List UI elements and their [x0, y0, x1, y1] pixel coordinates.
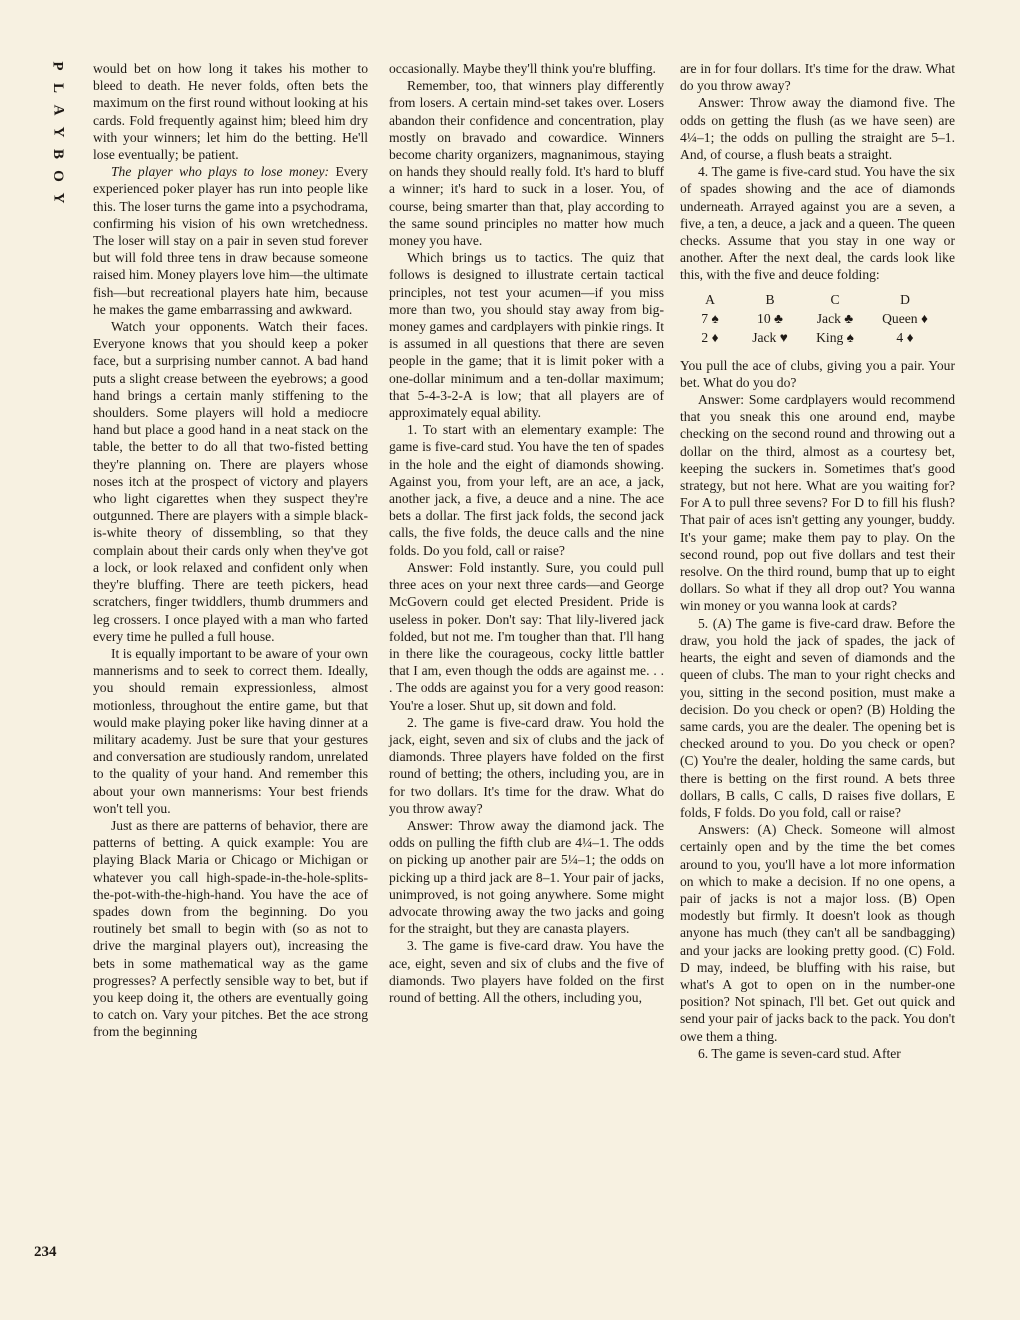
paragraph: Answer: Fold instantly. Sure, you could pull three aces on your next three cards—and George McGovern could get elected President. Pride is useless in poker. Don't say: That lily-livered jack folded, but not me. I'm tougher than that. I'll hang in there like the courageous, cocky little battler that I am, even though the odds are against me. . . . The odds are against you for a very good reason: You're a loser. Shut up, sit down and fold.: [389, 559, 664, 713]
paragraph: 6. The game is seven-card stud. After: [698, 1045, 901, 1061]
side-letter: P: [49, 61, 66, 71]
card-cell: Jack ♥: [752, 329, 788, 345]
side-letter: Y: [50, 192, 66, 204]
paragraph: Just as there are patterns of behavior, there are patterns of betting. A quick example: You are playing Black Maria or Chicago or Michigan or whatever you call high-spade-in-the-hole-splits-the-pot-with-the-high-hand. You have the ace of spades down from the beginning. Do you routinely bet small to begin with (so as not to drive the marginal players out), increasing the bets in some mathematical way as the game progresses? A perfectly sensible way to bet, but if you keep doing it, the others are eventually going to catch on. Vary your pitches. Bet the ace strong from the beginning: [93, 817, 368, 1040]
side-letter: Y: [50, 126, 66, 138]
paragraph: Answers: (A) Check. Someone will almost certainly open and by the time the bet comes around to you, you'll have a lot more information on which to make a decision. If no one opens, a pair of jacks is not a major loss. (B) Open modestly but firmly. It doesn't look as though anyone has much (they can't all be sandbagging) and your jacks are looking pretty good. (C) Fold. D may, indeed, be bluffing with his raise, but what's A got to open on in the number-one position? Not spinach, I'll bet. Get out quick and send your pair of jacks back to the pack. You don't owe them a thing.: [680, 822, 955, 1044]
side-letter: A: [50, 104, 66, 116]
card-deal-table: [680, 290, 955, 347]
magazine-side-label: [50, 55, 66, 209]
paragraph: You pull the ace of clubs, giving you a pair. Your bet. What do you do?: [680, 357, 955, 390]
card-cell: 7 ♠: [701, 310, 719, 326]
paragraph: 4. The game is five-card stud. You have the six of spades showing and the ace of diamonds underneath. Arrayed against you are a seven, a five, a ten, a deuce, a jack and a queen. The queen checks. Assume that you stay in one way or another. After the next deal, the cards look like this, with the five and deuce folding:: [680, 164, 955, 283]
player-header: A: [705, 291, 715, 307]
paragraph: 5. (A) The game is five-card draw. Before the draw, you hold the jack of spades, the jack of hearts, the eight and seven of diamonds and the queen of clubs. The man to your right checks and you, sitting in the second position, must make a decision. Do you check or open? (B) Holding the same cards, you are the dealer. The opening bet is checked around to you. Do you check or open? (C) You're the dealer, holding the same cards, but there is betting on the first round. A bets three dollars, B calls, C calls, D raises five dollars, E folds, F folds. Do you fold, call or raise?: [680, 615, 955, 820]
side-letter: O: [49, 170, 66, 182]
paragraph: [93, 163, 368, 318]
player-header: B: [765, 291, 775, 307]
paragraph: Answer: Throw away the diamond five. The odds on getting the flush (as we have seen) are 4¼–1; the odds on pulling the straight are 5–1. And, of course, a flush beats a straight.: [680, 95, 955, 163]
paragraph: 1. To start with an elementary example: The game is five-card stud. You have the ten of spades in the hole and the eight of diamonds showing. Against you, from your left, are an ace, a jack, another jack, a five, a deuce and a nine. The ace bets a dollar. The first jack folds, the second jack calls, the five folds, the deuce calls and the nine folds. Do you fold, call or raise?: [389, 422, 664, 558]
side-letter: B: [49, 148, 66, 160]
card-cell: Jack ♣: [816, 310, 854, 326]
page-number: 234: [34, 1244, 57, 1260]
column-3: [680, 60, 955, 1062]
card-cell: 2 ♦: [701, 329, 719, 345]
card-cell: Queen ♦: [882, 310, 928, 326]
card-cell: King ♠: [816, 329, 854, 345]
paragraph: 2. The game is five-card draw. You hold the jack, eight, seven and six of clubs and the jack of diamonds. Three players have folded on the first round of betting; the others, including you, are in for two dollars. It's time for the draw. What do you throw away?: [389, 714, 664, 816]
paragraph: Watch your opponents. Watch their faces. Everyone knows that you should keep a poker face, but a surprising number cannot. A bad hand puts a slight crease between the eyebrows; a good hand brings a certain manly stiffening to the shoulders. Some players will hold a mediocre hand but place a good hand in a neat stack on the table, the better to do all that two-fisted betting they're planning on. There are players whose noses itch at the prospect of victory and players who light cigarettes when they suspect they're outgunned. There are players with a simple black-is-white theory of dissembling, so that they complain about their cards only when they've got a lock, or look relaxed and confident only when they're bluffing. There are teeth pickers, head scratchers, finger twiddlers, thumb drummers and leg crossers. I once played with a man who farted every time he pulled a full house.: [93, 319, 368, 644]
paragraph: are in for four dollars. It's time for the draw. What do you throw away?: [680, 61, 955, 94]
player-header: C: [830, 291, 840, 307]
section-lead: The player who plays to lose money:: [111, 164, 330, 180]
paragraph-text: Every experienced poker player has run into people like this. The loser turns the game into a psychodrama, confirming his vision of his own wretchedness. The loser will stay on a pair in seven stud forever but will fold three tens in draw because someone raised him. Money players love him—the ultimate fish—but recreational players hate him, because he makes the game embarrassing and awkward.: [93, 164, 368, 317]
column-1: [93, 60, 368, 1041]
paragraph: would bet on how long it takes his mother to bleed to death. He never folds, often bets the maximum on the first round without looking at his cards. Fold frequently against him; bleed him dry with your winners; let him do the betting. He'll lose eventually; be patient.: [93, 61, 368, 163]
paragraph: Which brings us to tactics. The quiz that follows is designed to illustrate certain tactical principles, not test your acumen—if you miss more than two, you should stay away from big-money games and cardplayers with pinkie rings. It is assumed in all questions that there are seven people in the game; that it is limit poker with a one-dollar minimum and a ten-dollar maximum; that 5-4-3-2-A is low; that all players are of approximately equal ability.: [389, 250, 664, 421]
paragraph: Remember, too, that winners play differently from losers. A certain mind-set takes over. Losers abandon their confidence and concentration, play mostly on bravado and cowardice. Winners become charity organizers, magnanimous, staying on hands they should really fold. It's hard to bluff a winner; it's hard to suck in a loser. You, of course, being smarter than that, play according to the same sound principles no matter how much money you have.: [389, 78, 664, 249]
column-2: [389, 60, 664, 1006]
paragraph: It is equally important to be aware of your own mannerisms and to seek to correct them. Ideally, you should remain expressionless, almost motionless, throughout the entire game, but that would make playing poker like having dinner at a military academy. Just be sure that your gestures and conversation are studiously random, unrelated to the quality of your hand. And remember this about your own mannerisms: Your best friends won't tell you.: [93, 645, 368, 816]
side-letter: L: [49, 82, 66, 94]
paragraph: Answer: Some cardplayers would recommend that you sneak this one around end, maybe checking on the second round and throwing out a dollar on the third, almost as a courtesy bet, keeping the suckers in. Sometimes that's good strategy, but not here. What are you waiting for? For A to pull three sevens? For D to fill his flush? That pair of aces isn't getting any younger, buddy. It's your game; make them pay to play. On the second round, pop out five dollars and test their resolve. On the third round, bump that up to eight dollars. So what if they all drop out? You wanna win money or you wanna look at cards?: [680, 392, 955, 614]
player-header: D: [900, 291, 910, 307]
card-cell: 4 ♦: [896, 329, 914, 345]
card-cell: 10 ♣: [757, 310, 783, 326]
paragraph: 3. The game is five-card draw. You have the ace, eight, seven and six of clubs and the five of diamonds. Two players have folded on the first round of betting. All the others, including you,: [389, 938, 664, 1005]
paragraph: Answer: Throw away the diamond jack. The odds on pulling the fifth club are 4¼–1. The odds on picking up another pair are 5¼–1; the odds on picking up a third jack are 8–1. Your pair of jacks, unimproved, is not going anywhere. Some might advocate throwing away the two jacks and going for the straight, but they are canasta players.: [389, 817, 664, 937]
paragraph: occasionally. Maybe they'll think you're bluffing.: [389, 61, 656, 76]
